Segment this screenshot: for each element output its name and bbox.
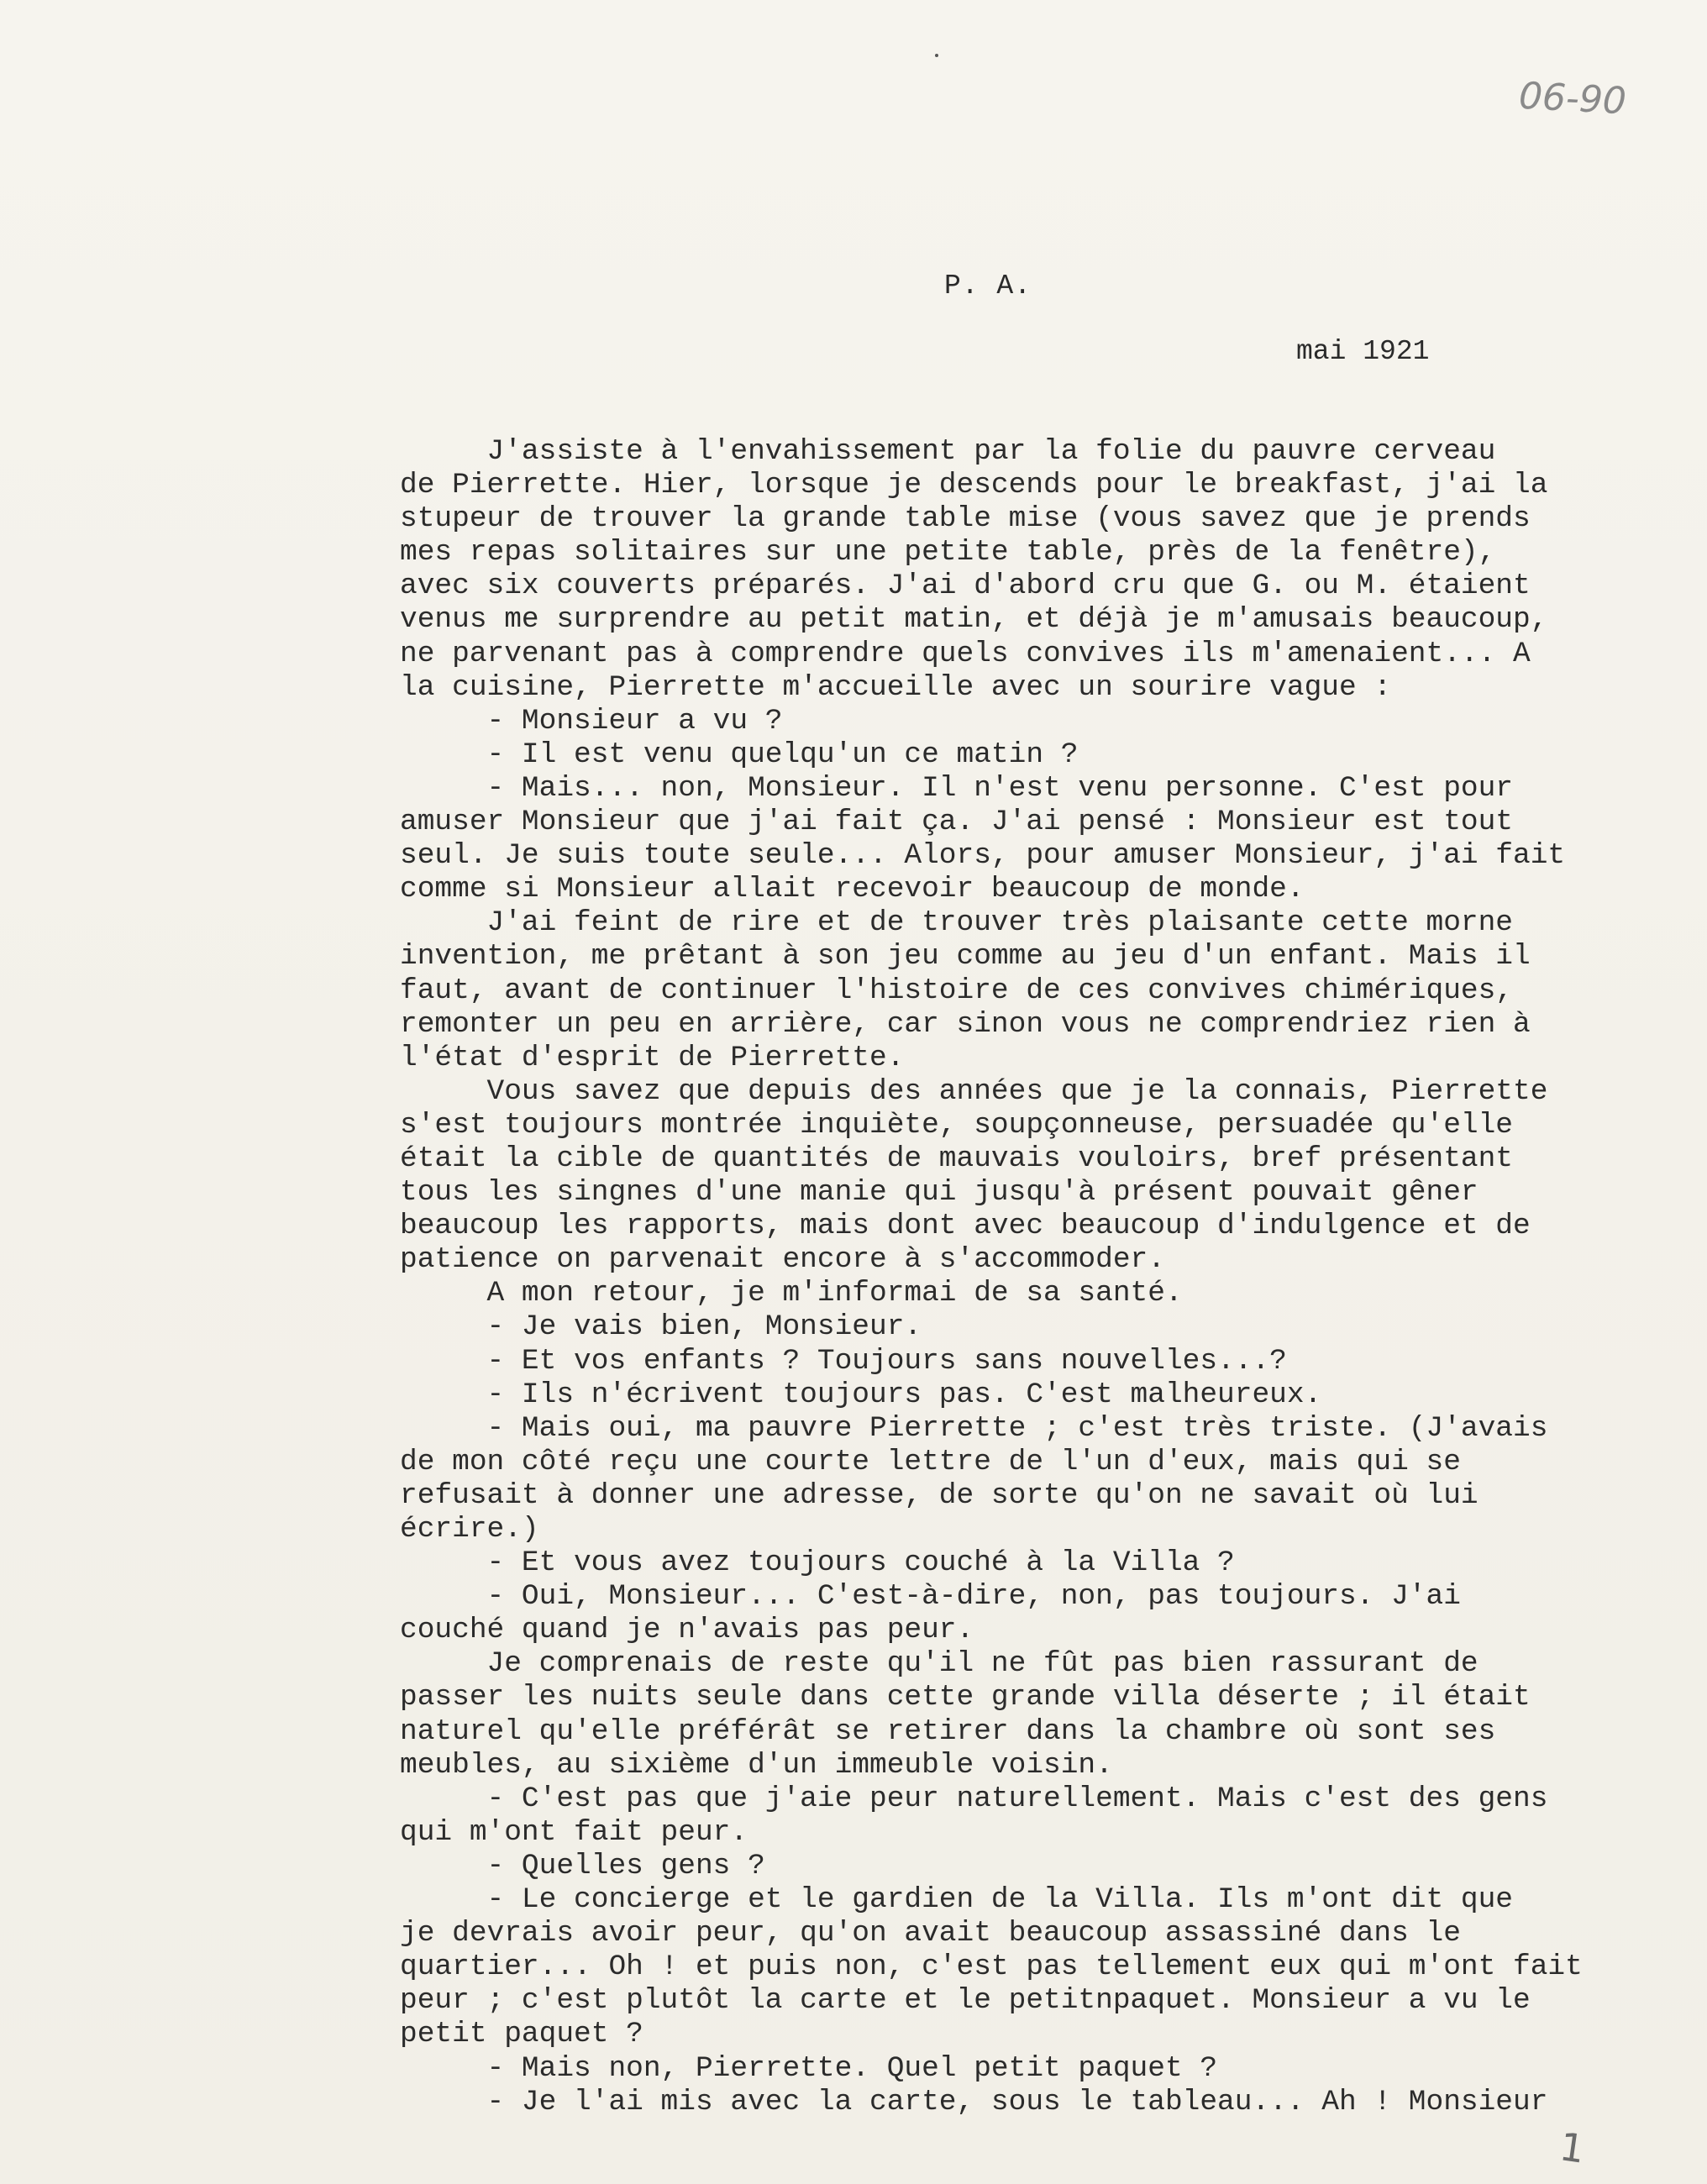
text-line: tous les singnes d'une manie qui jusqu'à présent pouvait gêner bbox=[400, 1176, 1479, 1210]
text-line: J'ai feint de rire et de trouver très plaisante cette morne bbox=[400, 906, 1514, 940]
text-line: - Mais oui, ma pauvre Pierrette ; c'est très triste. (J'avais bbox=[400, 1411, 1548, 1445]
text-line: meubles, au sixième d'un immeuble voisin. bbox=[400, 1748, 1113, 1782]
text-line: - Je vais bien, Monsieur. bbox=[400, 1310, 922, 1344]
text-line: beaucoup les rapports, mais dont avec beaucoup d'indulgence et de bbox=[400, 1210, 1531, 1243]
text-line: couché quand je n'avais pas peur. bbox=[400, 1614, 974, 1647]
handwritten-reference: 06-90 bbox=[1517, 74, 1628, 123]
text-line: - Je l'ai mis avec la carte, sous le tableau... Ah ! Monsieur bbox=[400, 2085, 1548, 2118]
text-line: comme si Monsieur allait recevoir beaucoup de monde. bbox=[400, 873, 1305, 906]
text-line: amuser Monsieur que j'ai fait ça. J'ai pensé : Monsieur est tout bbox=[400, 806, 1514, 839]
text-line: remonter un peu en arrière, car sinon vous ne comprendriez rien à bbox=[400, 1007, 1531, 1041]
text-line: venus me surprendre au petit matin, et déjà je m'amusais beaucoup, bbox=[400, 603, 1548, 637]
text-line: ne parvenant pas à comprendre quels convives ils m'amenaient... A bbox=[400, 637, 1531, 670]
text-line: de mon côté reçu une courte lettre de l'un d'eux, mais qui se bbox=[400, 1445, 1461, 1478]
text-line: s'est toujours montrée inquiète, soupçonneuse, persuadée qu'elle bbox=[400, 1108, 1514, 1142]
text-line: - C'est pas que j'aie peur naturellement. Mais c'est des gens bbox=[400, 1782, 1548, 1815]
text-line: naturel qu'elle préférât se retirer dans la chambre où sont ses bbox=[400, 1714, 1496, 1748]
text-line: de Pierrette. Hier, lorsque je descends pour le breakfast, j'ai la bbox=[400, 469, 1548, 502]
text-line: - Monsieur a vu ? bbox=[400, 704, 783, 738]
page-number: 1 bbox=[1557, 2124, 1588, 2172]
text-line: - Mais non, Pierrette. Quel petit paquet ? bbox=[400, 2051, 1218, 2085]
text-line: passer les nuits seule dans cette grande villa déserte ; il était bbox=[400, 1681, 1531, 1714]
text-line: avec six couverts préparés. J'ai d'abord cru que G. ou M. étaient bbox=[400, 570, 1531, 603]
text-line: je devrais avoir peur, qu'on avait beaucoup assassiné dans le bbox=[400, 1917, 1461, 1950]
text-line: - Le concierge et le gardien de la Villa. Ils m'ont dit que bbox=[400, 1883, 1514, 1917]
text-line: stupeur de trouver la grande table mise (vous savez que je prends bbox=[400, 502, 1531, 536]
text-line: - Quelles gens ? bbox=[400, 1849, 765, 1882]
text-line: Je comprenais de reste qu'il ne fût pas bien rassurant de bbox=[400, 1647, 1479, 1681]
text-line: - Et vous avez toujours couché à la Villa ? bbox=[400, 1546, 1235, 1580]
text-line: était la cible de quantités de mauvais vouloirs, bref présentant bbox=[400, 1142, 1514, 1175]
text-line: - Mais... non, Monsieur. Il n'est venu personne. C'est pour bbox=[400, 771, 1514, 805]
text-line: petit paquet ? bbox=[400, 2018, 643, 2051]
text-line: A mon retour, je m'informai de sa santé. bbox=[400, 1277, 1183, 1310]
text-line: invention, me prêtant à son jeu comme au jeu d'un enfant. Mais il bbox=[400, 940, 1531, 974]
text-line: J'assiste à l'envahissement par la folie du pauvre cerveau bbox=[400, 435, 1496, 468]
text-line: patience on parvenait encore à s'accommoder. bbox=[400, 1243, 1165, 1277]
ink-dot bbox=[935, 54, 938, 57]
text-line: - Oui, Monsieur... C'est-à-dire, non, pas toujours. J'ai bbox=[400, 1580, 1461, 1614]
document-title: P. A. bbox=[944, 270, 1032, 302]
text-line: mes repas solitaires sur une petite table, près de la fenêtre), bbox=[400, 536, 1496, 570]
typewritten-body bbox=[400, 435, 1652, 2119]
text-line: peur ; c'est plutôt la carte et le petitnpaquet. Monsieur a vu le bbox=[400, 1984, 1531, 2018]
text-line: quartier... Oh ! et puis non, c'est pas tellement eux qui m'ont fait bbox=[400, 1950, 1583, 1984]
text-line: la cuisine, Pierrette m'accueille avec un sourire vague : bbox=[400, 670, 1392, 704]
document-date: mai 1921 bbox=[1296, 336, 1430, 367]
text-line: - Ils n'écrivent toujours pas. C'est malheureux. bbox=[400, 1378, 1322, 1411]
text-line: écrire.) bbox=[400, 1513, 539, 1546]
text-line: qui m'ont fait peur. bbox=[400, 1815, 748, 1849]
text-line: refusait à donner une adresse, de sorte qu'on ne savait où lui bbox=[400, 1478, 1479, 1512]
text-line: faut, avant de continuer l'histoire de ces convives chimériques, bbox=[400, 974, 1514, 1007]
text-line: Vous savez que depuis des années que je la connais, Pierrette bbox=[400, 1074, 1548, 1108]
text-line: seul. Je suis toute seule... Alors, pour amuser Monsieur, j'ai fait bbox=[400, 839, 1566, 873]
text-line: - Et vos enfants ? Toujours sans nouvelles...? bbox=[400, 1344, 1287, 1378]
text-line: - Il est venu quelqu'un ce matin ? bbox=[400, 738, 1079, 771]
text-line: l'état d'esprit de Pierrette. bbox=[400, 1041, 905, 1074]
